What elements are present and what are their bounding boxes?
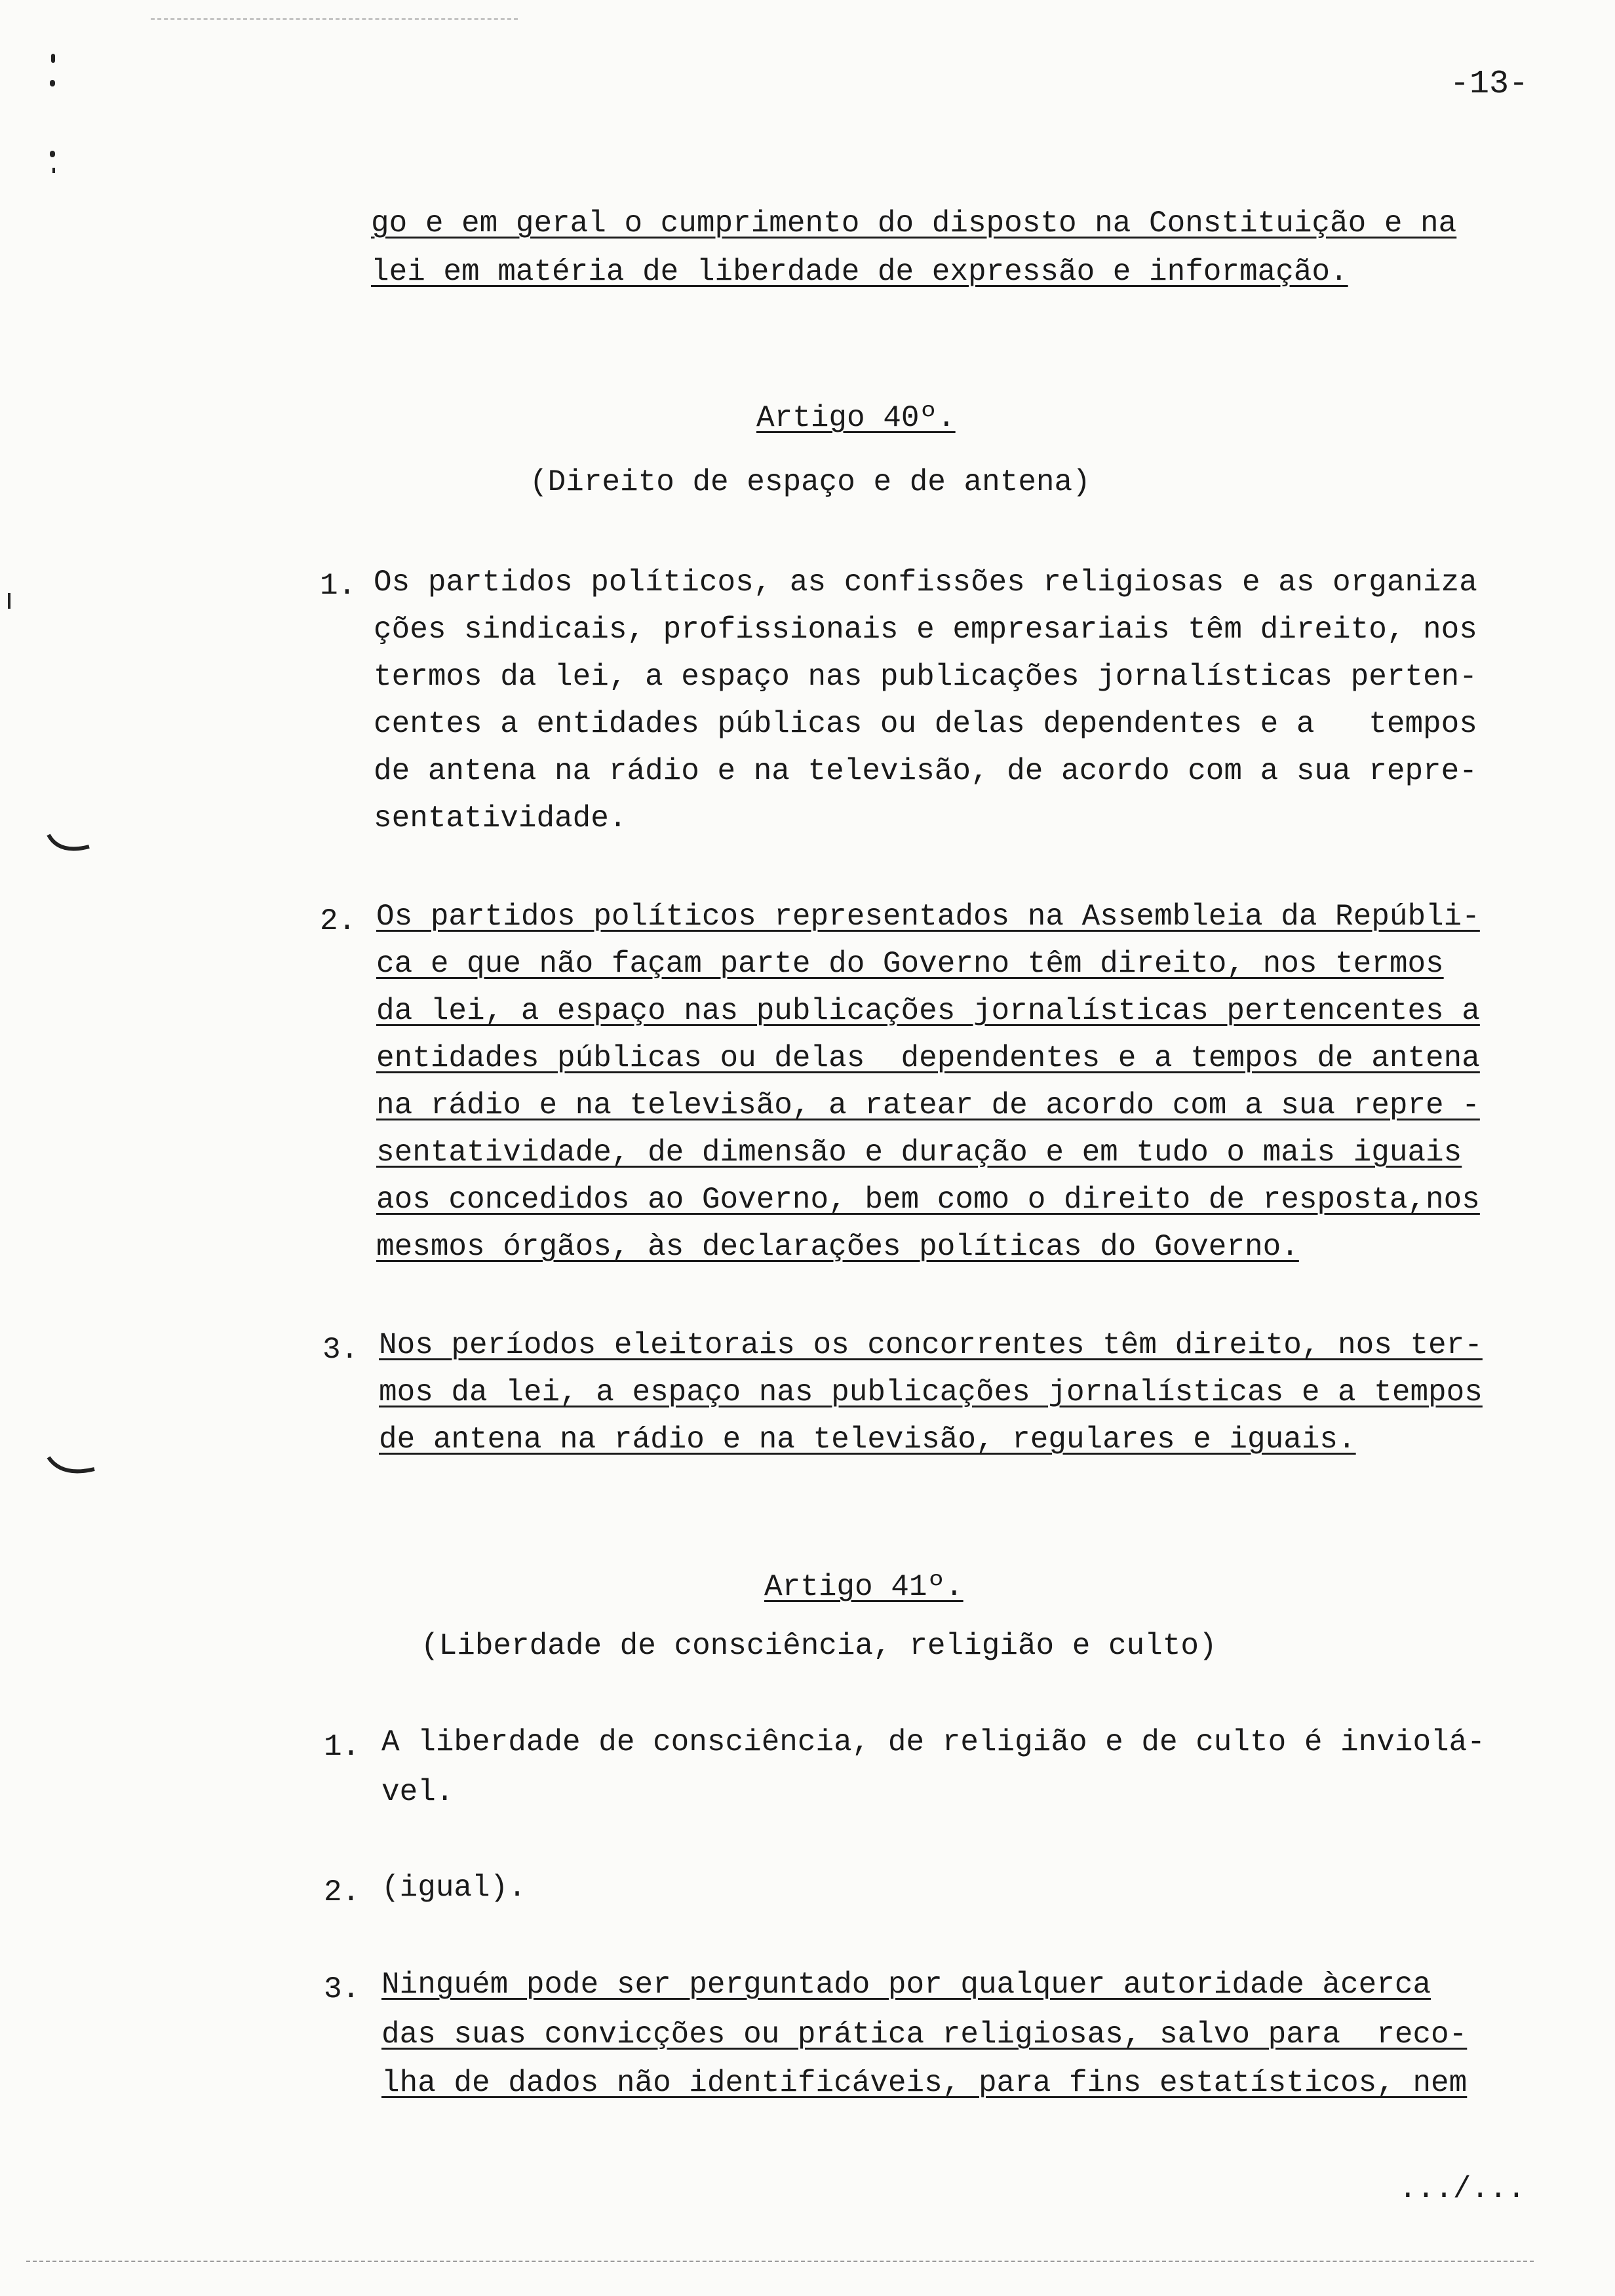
- margin-bracket-mark: [46, 832, 92, 858]
- article-41-item-2-number: 2.: [324, 1875, 360, 1909]
- article-41-item-3-line: das suas convicções ou prática religiosas, salvo para reco-: [381, 2018, 1468, 2052]
- article-41-item-3-line: lha de dados não identificáveis, para fins estatísticos, nem: [381, 2066, 1468, 2100]
- article-40-item-2-number: 2.: [320, 904, 357, 938]
- article-41-subtitle: (Liberdade de consciência, religião e culto): [421, 1629, 1217, 1663]
- article-40-item-3-line: Nos períodos eleitorais os concorrentes têm direito, nos ter-: [379, 1328, 1483, 1362]
- article-40-item-2-line: mesmos órgãos, às declarações políticas do Governo.: [376, 1230, 1299, 1264]
- article-40-item-2-line: sentatividade, de dimensão e duração e em tudo o mais iguais: [376, 1136, 1462, 1170]
- page-number: -13-: [1450, 66, 1529, 103]
- article-40-item-1-number: 1.: [320, 569, 357, 603]
- article-40-item-1-line: termos da lei, a espaço nas publicações jornalísticas perten-: [374, 660, 1477, 694]
- scan-edge-line: [151, 18, 518, 20]
- margin-dot: [50, 151, 55, 157]
- article-40-item-2-line: na rádio e na televisão, a ratear de acordo com a sua repre -: [376, 1088, 1480, 1122]
- article-40-item-1-line: ções sindicais, profissionais e empresariais têm direito, nos: [374, 613, 1477, 647]
- margin-dot: [52, 168, 55, 173]
- article-40-item-1-line: de antena na rádio e na televisão, de acordo com a sua repre-: [374, 754, 1477, 788]
- article-40-item-3-line: de antena na rádio e na televisão, regulares e iguais.: [379, 1423, 1356, 1457]
- continuation-marker: .../...: [1399, 2172, 1526, 2206]
- article-40-item-3-line: mos da lei, a espaço nas publicações jornalísticas e a tempos: [379, 1375, 1483, 1409]
- margin-bracket-mark: [46, 1455, 98, 1481]
- article-40-subtitle: (Direito de espaço e de antena): [530, 465, 1091, 499]
- article-41-item-1-number: 1.: [324, 1730, 360, 1764]
- article-41-item-2-line: (igual).: [381, 1871, 526, 1905]
- article-40-title: Artigo 40º.: [756, 401, 956, 435]
- article-40-item-2-line: aos concedidos ao Governo, bem como o direito de resposta,nos: [376, 1183, 1480, 1217]
- article-40-item-1-line: Os partidos políticos, as confissões religiosas e as organiza: [374, 565, 1477, 600]
- continuation-line: go e em geral o cumprimento do disposto na Constituição e na: [371, 206, 1457, 240]
- article-40-item-2-line: entidades públicas ou delas dependentes e a tempos de antena: [376, 1041, 1480, 1075]
- article-40-item-1-line: centes a entidades públicas ou delas dependentes e a tempos: [374, 707, 1477, 741]
- margin-dot: [51, 54, 55, 63]
- margin-dot: [8, 593, 10, 609]
- margin-dot: [50, 80, 55, 86]
- scan-edge-line: [26, 2261, 1534, 2262]
- article-41-item-3-number: 3.: [324, 1972, 360, 2006]
- article-40-item-2-line: da lei, a espaço nas publicações jornalísticas pertencentes a: [376, 994, 1480, 1028]
- article-40-item-2-line: ca e que não façam parte do Governo têm direito, nos termos: [376, 947, 1444, 981]
- continuation-line: lei em matéria de liberdade de expressão e informação.: [371, 255, 1348, 289]
- article-40-item-2-line: Os partidos políticos representados na Assembleia da Repúbli-: [376, 900, 1480, 934]
- article-41-item-3-line: Ninguém pode ser perguntado por qualquer autoridade àcerca: [381, 1968, 1431, 2002]
- article-41-title: Artigo 41º.: [764, 1570, 963, 1604]
- article-41-item-1-line: vel.: [381, 1775, 454, 1809]
- article-40-item-3-number: 3.: [322, 1333, 359, 1367]
- article-41-item-1-line: A liberdade de consciência, de religião e de culto é inviolá-: [381, 1725, 1485, 1759]
- article-40-item-1-line: sentatividade.: [374, 801, 627, 835]
